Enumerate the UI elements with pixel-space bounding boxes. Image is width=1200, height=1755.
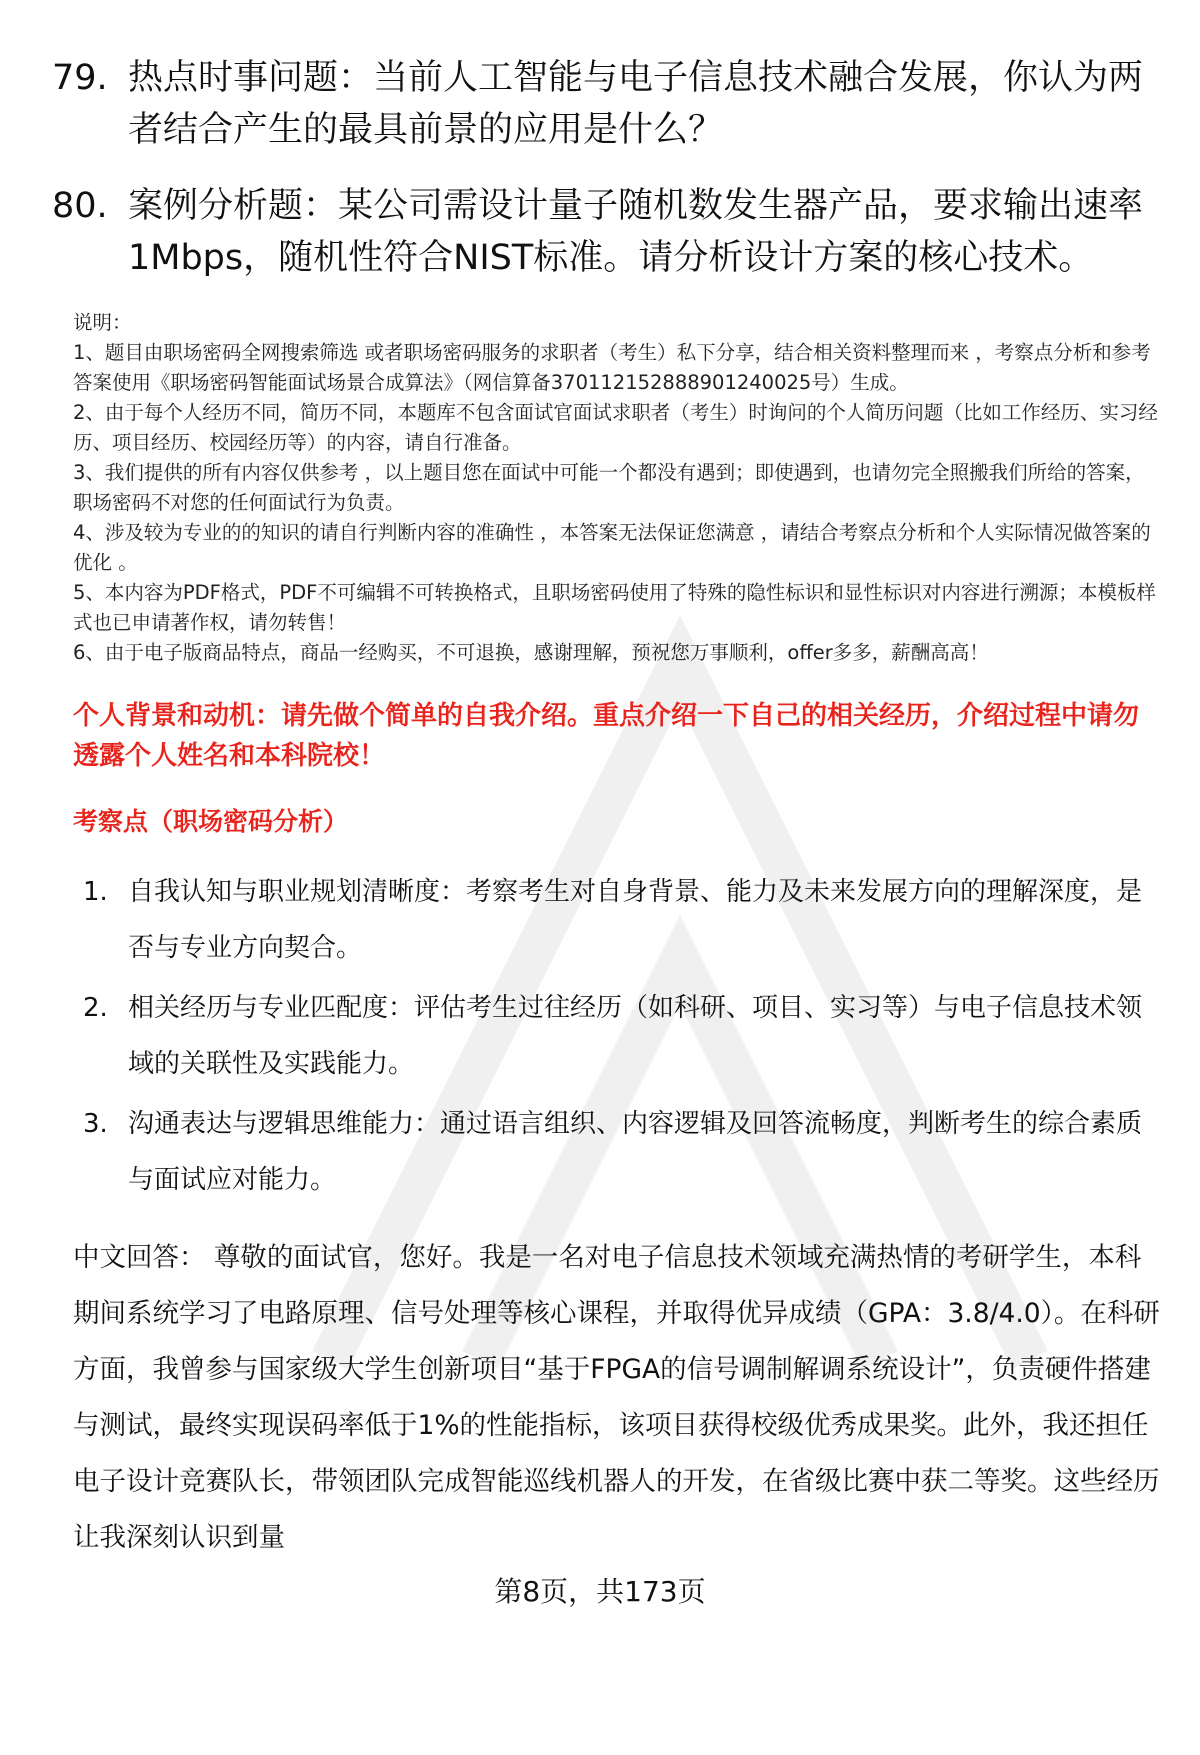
list-item	[83, 980, 1160, 1092]
analysis-list	[83, 864, 1160, 1208]
note-item: 2、由于每个人经历不同，简历不同，本题库不包含面试官面试求职者（考生）时询问的个人简历问题（比如工作经历、实习经历、项目经历、校园经历等）的内容，请自行准备。	[73, 401, 1158, 454]
item-number: 1.	[83, 877, 108, 907]
note-item: 5、本内容为PDF格式，PDF不可编辑不可转换格式，且职场密码使用了特殊的隐性标识和显性标识对内容进行溯源；本模板样式也已申请著作权，请勿转售！	[73, 581, 1156, 634]
question-79	[52, 52, 1160, 156]
note-item: 6、由于电子版商品特点，商品一经购买，不可退换，感谢理解，预祝您万事顺利，offer多多，薪酬高高！	[73, 641, 989, 664]
item-number: 2.	[83, 993, 108, 1023]
note-item: 4、涉及较为专业的的知识的请自行判断内容的准确性 ，本答案无法保证您满意 ，请结合考察点分析和个人实际情况做答案的优化 。	[73, 521, 1151, 574]
answer-text: 中文回答： 尊敬的面试官，您好。我是一名对电子信息技术领域充满热情的考研学生，本科期间系统学习了电路原理、信号处理等核心课程，并取得优异成绩（GPA：3.8/4.0）。在科研方面，我曾参与国家级大学生创新项目“基于FPGA的信号调制解调系统设计”，负责硬件搭建与测试，最终实现误码率低于1%的性能指标，该项目获得校级优秀成果奖。此外，我还担任电子设计竞赛队长，带领团队完成智能巡线机器人的开发，在省级比赛中获二等奖。这些经历让我深刻认识到量	[73, 1242, 1160, 1553]
notes-section	[73, 308, 1160, 668]
list-item	[83, 864, 1160, 976]
question-80	[52, 180, 1160, 284]
list-item	[83, 1096, 1160, 1208]
question-heading: 个人背景和动机：请先做个简单的自我介绍。重点介绍一下自己的相关经历，介绍过程中请勿透露个人姓名和本科院校！	[73, 701, 1140, 771]
question-text: 热点时事问题：当前人工智能与电子信息技术融合发展，你认为两者结合产生的最具前景的应用是什么？	[128, 58, 1144, 150]
question-number: 80.	[52, 186, 108, 226]
note-item: 1、题目由职场密码全网搜索筛选 或者职场密码服务的求职者（考生）私下分享，结合相关资料整理而来 ，考察点分析和参考答案使用《职场密码智能面试场景合成算法》（网信算备370112152888901240025号）生成。	[73, 341, 1151, 394]
item-text: 相关经历与专业匹配度：评估考生过往经历（如科研、项目、实习等）与电子信息技术领域的关联性及实践能力。	[128, 993, 1143, 1079]
item-text: 沟通表达与逻辑思维能力：通过语言组织、内容逻辑及回答流畅度，判断考生的综合素质与面试应对能力。	[128, 1109, 1143, 1195]
note-item: 3、我们提供的所有内容仅供参考 ，以上题目您在面试中可能一个都没有遇到；即使遇到，也请勿完全照搬我们所给的答案，职场密码不对您的任何面试行为负责。	[73, 461, 1145, 514]
notes-title: 说明：	[73, 311, 132, 334]
question-text: 案例分析题：某公司需设计量子随机数发生器产品，要求输出速率1Mbps，随机性符合NIST标准。请分析设计方案的核心技术。	[128, 186, 1144, 278]
page-footer: 第8页，共173页	[494, 1575, 706, 1608]
item-text: 自我认知与职业规划清晰度：考察考生对自身背景、能力及未来发展方向的理解深度，是否与专业方向契合。	[128, 877, 1143, 963]
item-number: 3.	[83, 1109, 108, 1139]
analysis-title: 考察点（职场密码分析）	[73, 807, 349, 836]
question-number: 79.	[52, 58, 108, 98]
